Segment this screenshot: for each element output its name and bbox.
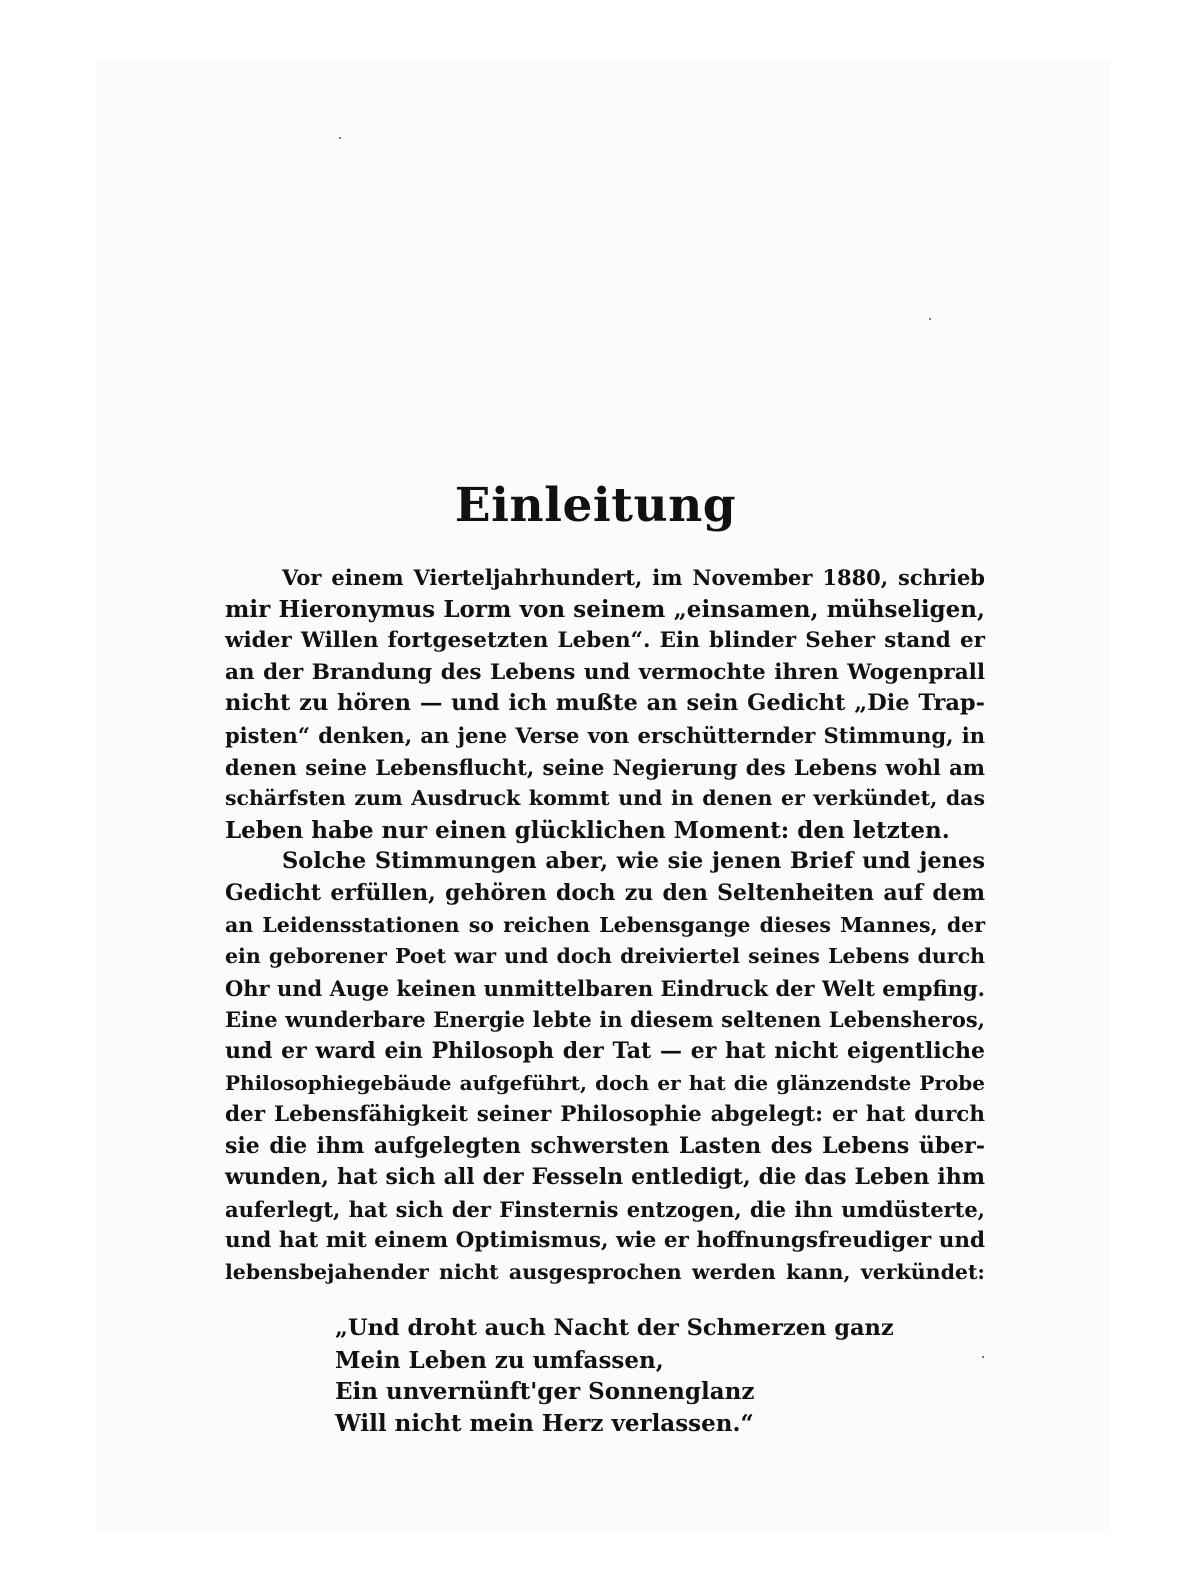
verse-line: Will nicht mein Herz verlassen.“: [335, 1409, 754, 1437]
text-line: wunden, hat sich all der Fesseln entledigt, die das Leben ihm: [225, 1164, 985, 1191]
text-line: nicht zu hören — und ich mußte an sein Gedicht „Die Trap-: [225, 690, 985, 717]
verse-line: Ein unvernünft'ger Sonnenglanz: [335, 1378, 755, 1406]
text-line: wider Willen fortgesetzten Leben“. Ein blinder Seher stand er: [225, 628, 985, 654]
text-line: Eine wunderbare Energie lebte in diesem seltenen Lebensheros,: [225, 1007, 985, 1033]
text-line: Solche Stimmungen aber, wie sie jenen Brief und jenes: [282, 848, 985, 875]
verse-line: „Und droht auch Nacht der Schmerzen ganz: [335, 1315, 894, 1341]
text-line: ein geborener Poet war und doch dreiviertel seines Lebens durch: [225, 944, 985, 969]
text-line: pisten“ denken, an jene Verse von erschütternder Stimmung, in: [225, 722, 985, 748]
scan-speck: [929, 318, 931, 320]
paragraph-1: [225, 562, 985, 846]
text-line: Philosophiegebäude aufgeführt, doch er hat die glänzendste Probe: [225, 1070, 985, 1095]
text-line: der Lebensfähigkeit seiner Philosophie abgelegt: er hat durch: [225, 1102, 985, 1128]
verse-quote: [335, 1313, 895, 1439]
text-line: Ohr und Auge keinen unmittelbaren Eindruck der Welt empfing.: [225, 975, 985, 1001]
text-line: Leben habe nur einen glücklichen Moment: den letzten.: [225, 816, 950, 844]
chapter-heading: Einleitung: [454, 478, 737, 533]
text-line: denen seine Lebensflucht, seine Negierung des Lebens wohl am: [225, 754, 985, 780]
paragraph-2: [225, 846, 985, 1288]
text-line: und hat mit einem Optimismus, wie er hoffnungsfreudiger und: [225, 1228, 985, 1254]
text-line: schärfsten zum Ausdruck kommt und in denen er verkündet, das: [225, 786, 985, 811]
text-line: Vor einem Vierteljahrhundert, im November 1880, schrieb: [282, 565, 985, 590]
verse-line: Mein Leben zu umfassen,: [335, 1346, 664, 1374]
text-line: an der Brandung des Lebens und vermochte ihren Wogenprall: [225, 659, 985, 685]
scan-speck: [339, 137, 341, 139]
text-line: an Leidensstationen so reichen Lebensgange dieses Mannes, der: [225, 912, 985, 937]
text-line: Gedicht erfüllen, gehören doch zu den Seltenheiten auf dem: [225, 879, 985, 906]
text-line: lebensbejahender nicht ausgesprochen werden kann, verkündet:: [225, 1260, 985, 1285]
text-line: und er ward ein Philosoph der Tat — er hat nicht eigentliche: [225, 1037, 985, 1064]
scan-speck: [982, 1356, 984, 1358]
text-line: mir Hieronymus Lorm von seinem „einsamen, mühseligen,: [225, 595, 985, 623]
text-line: sie die ihm aufgelegten schwersten Lasten des Lebens über-: [225, 1132, 985, 1159]
text-line: auferlegt, hat sich der Finsternis entzogen, die ihn umdüsterte,: [225, 1196, 985, 1222]
body-text: [225, 562, 985, 1289]
